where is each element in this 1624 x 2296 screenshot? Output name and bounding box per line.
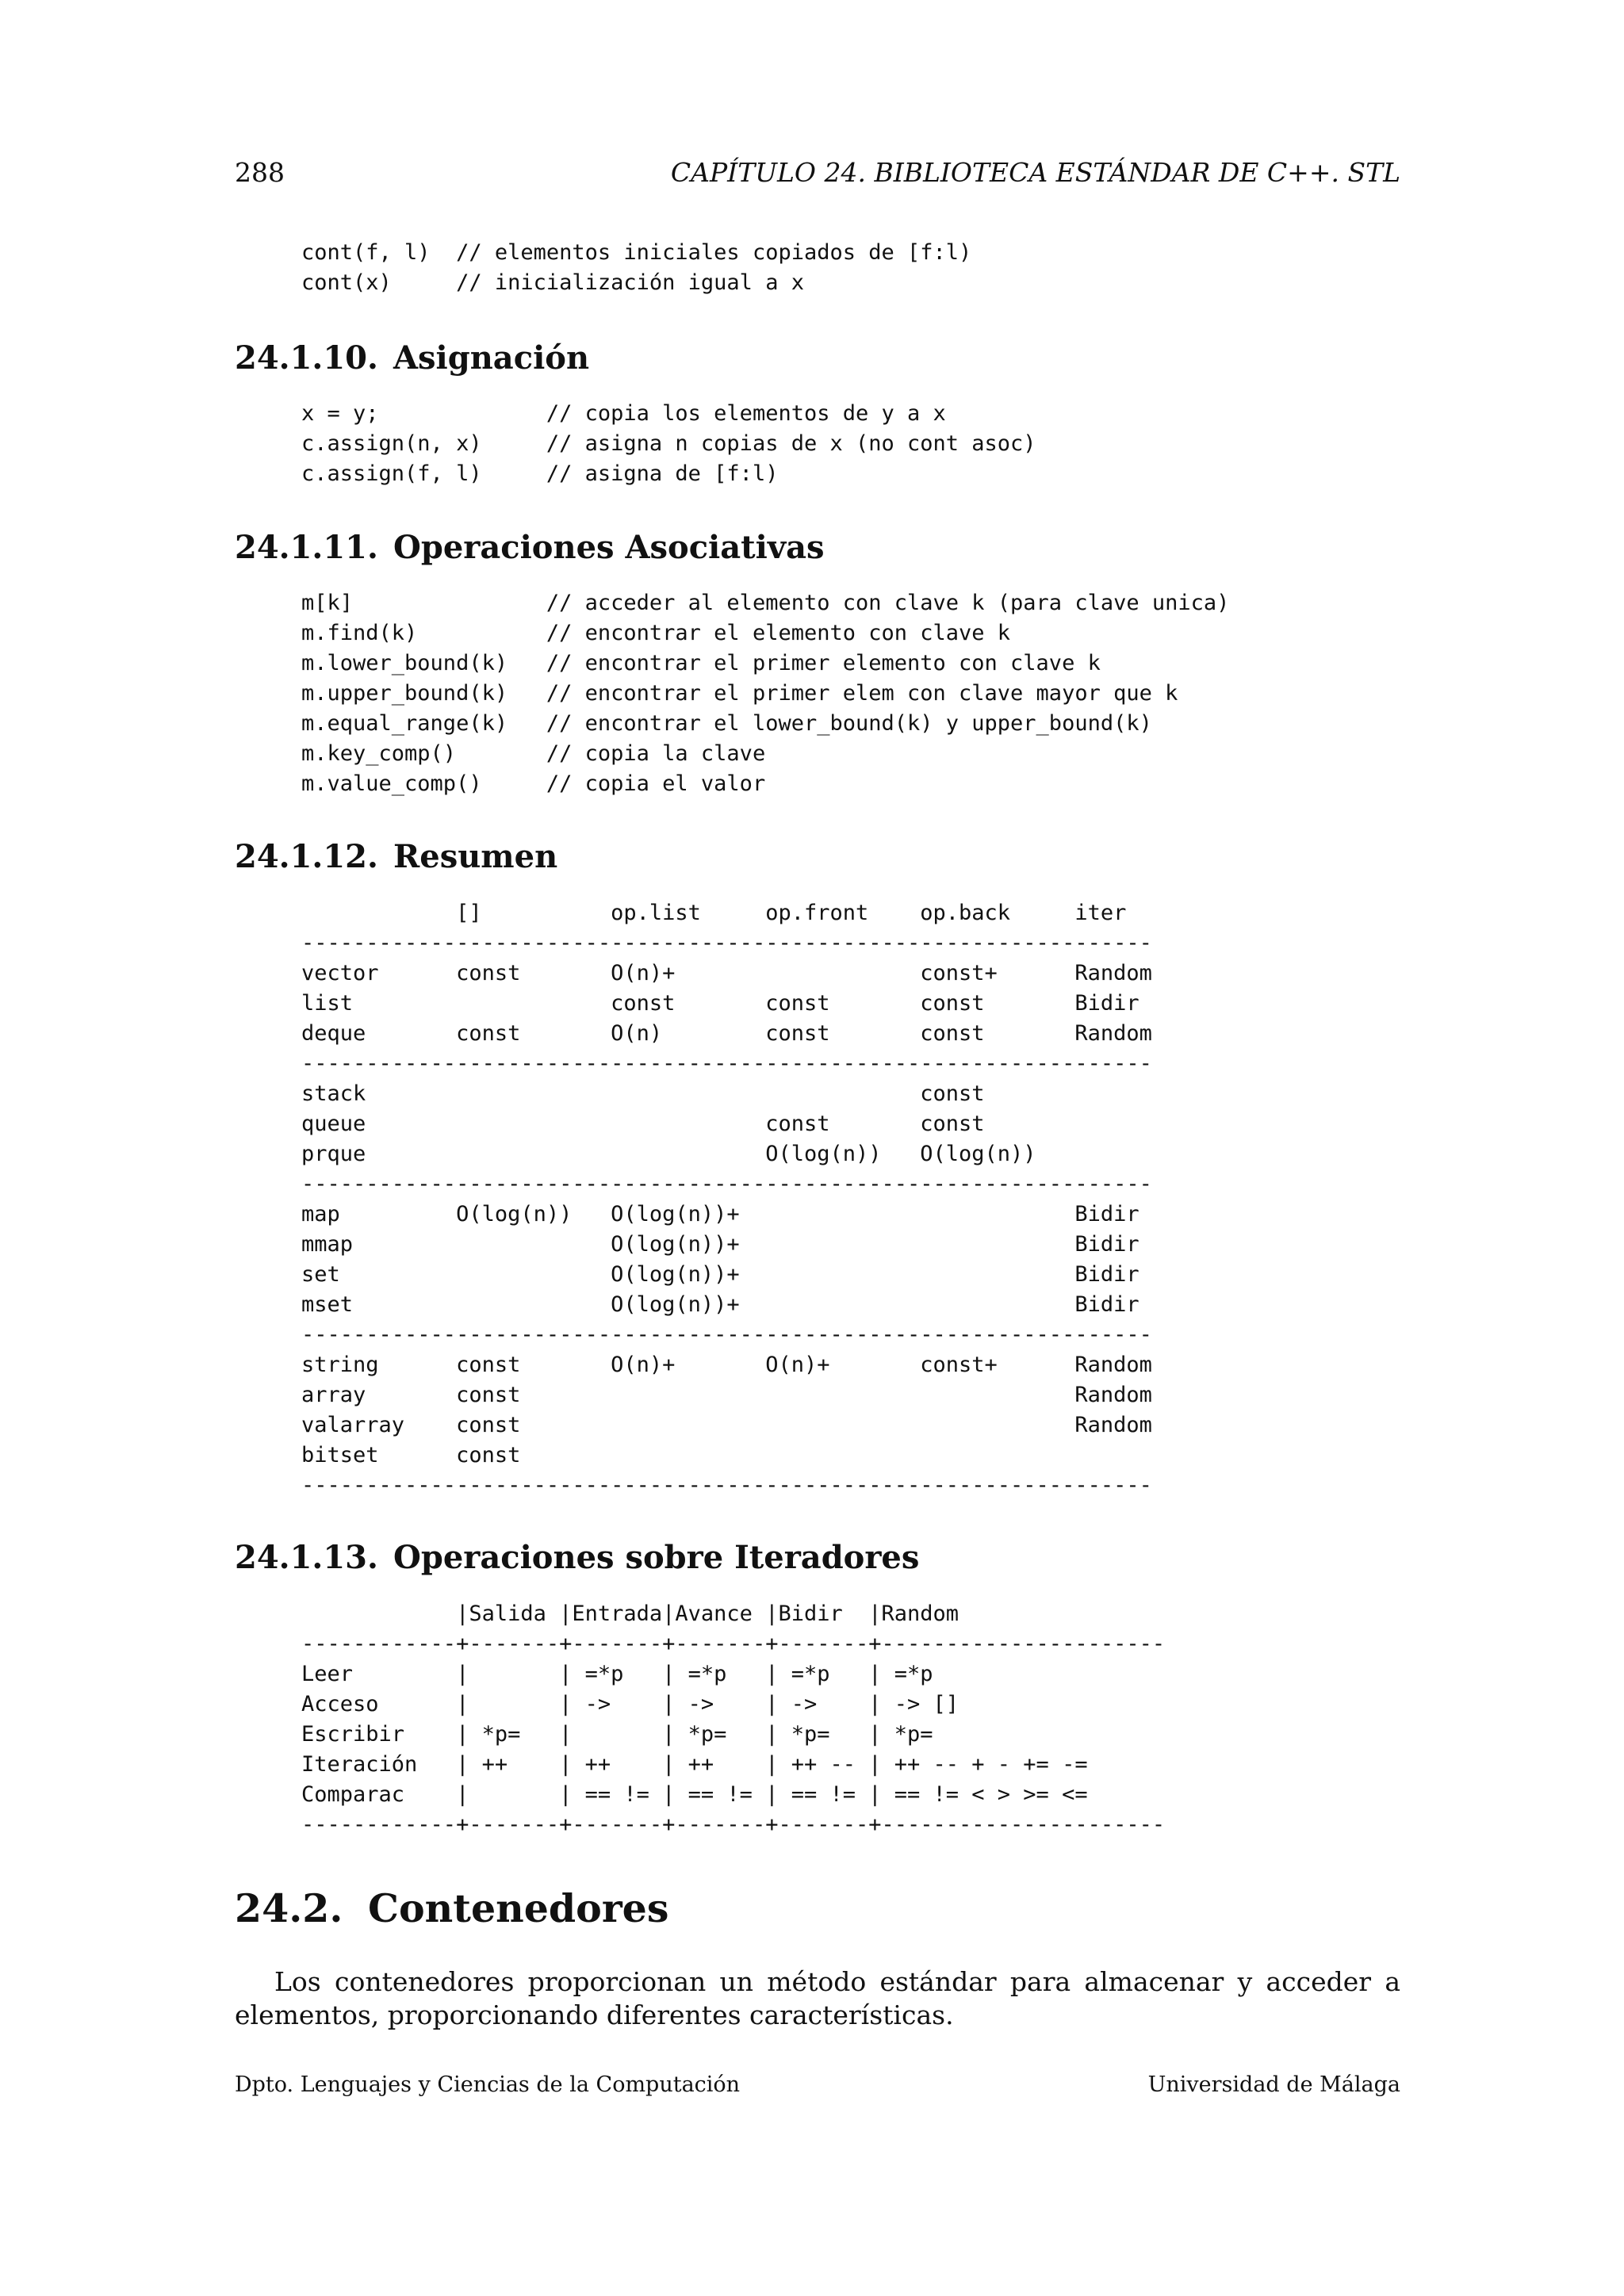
section-number: 24.2. <box>235 1885 343 1931</box>
section-number: 24.1.12. <box>235 838 378 875</box>
section-title: Asignación <box>393 339 590 377</box>
section-heading-asignacion <box>235 339 589 377</box>
section-number: 24.1.11. <box>235 529 378 566</box>
code-block-asignacion: x = y; // copia los elementos de y a x c.assign(n, x) // asigna n copias de x (no cont asoc) c.assign(f, l) // asigna de [f:l) <box>301 401 1036 486</box>
code-block-constructors: cont(f, l) // elementos iniciales copiados de [f:l) cont(x) // inicialización igual a x <box>301 240 972 295</box>
section-title: Resumen <box>393 838 558 875</box>
footer-university: Universidad de Málaga <box>1147 2072 1400 2097</box>
section-number: 24.1.13. <box>235 1539 378 1576</box>
section-heading-contenedores <box>235 1885 668 1931</box>
section-heading-iteradores <box>235 1539 919 1576</box>
section-heading-resumen <box>235 838 557 875</box>
code-block-iteradores-table: |Salida |Entrada|Avance |Bidir |Random ------------+-------+-------+-------+-------+---------------------- Leer | | =*p | =*p | =*p | =*p Acceso | | -> | -> | -> | -> [] Escribir | *p= | | *p= | *p= | *p= Iteración | ++ | ++ | ++ | ++ -- | ++ -- + - += -= Comparac | | == != | == != | == != | == != < > >= <= ------------+-------+-------+-------+-------+---------------------- <box>301 1601 1166 1837</box>
paragraph-contenedores: Los contenedores proporcionan un método estándar para almacenar y acceder a elementos, proporcionando diferentes características. <box>235 1966 1400 2030</box>
code-block-resumen-table: [] op.list op.front op.back iter ------------------------------------------------------------------ vector const O(n)+ const+ Random list const const const Bidir deque const O(n) const const Random ------------------------------------------------------------------ stack const queue const const prque O(log(n)) O(log(n)) ------------------------------------------------------------------ map O(log(n)) O(log(n))+ Bidir mmap O(log(n))+ Bidir set O(log(n))+ Bidir mset O(log(n))+ Bidir ------------------------------------------------------------------ string const O(n)+ O(n)+ const+ Random array const Random valarray const Random bitset const ------------------------------------------------------------------ <box>301 901 1152 1498</box>
page-number: 288 <box>235 157 285 188</box>
section-title: Operaciones Asociativas <box>393 529 825 566</box>
section-title: Contenedores <box>368 1885 669 1931</box>
footer-department: Dpto. Lenguajes y Ciencias de la Computación <box>235 2072 741 2097</box>
section-title: Operaciones sobre Iteradores <box>393 1539 920 1576</box>
running-title: CAPÍTULO 24. BIBLIOTECA ESTÁNDAR DE C++. STL <box>670 157 1400 188</box>
section-heading-asociativas <box>235 529 825 566</box>
section-number: 24.1.10. <box>235 339 378 377</box>
page-header <box>235 157 1400 195</box>
code-block-asociativas: m[k] // acceder al elemento con clave k (para clave unica) m.find(k) // encontrar el elemento con clave k m.lower_bound(k) // encontrar el primer elemento con clave k m.upper_bound(k) // encontrar el primer elem con clave mayor que k m.equal_range(k) // encontrar el lower_bound(k) y upper_bound(k) m.key_comp() // copia la clave m.value_comp() // copia el valor <box>301 591 1230 796</box>
